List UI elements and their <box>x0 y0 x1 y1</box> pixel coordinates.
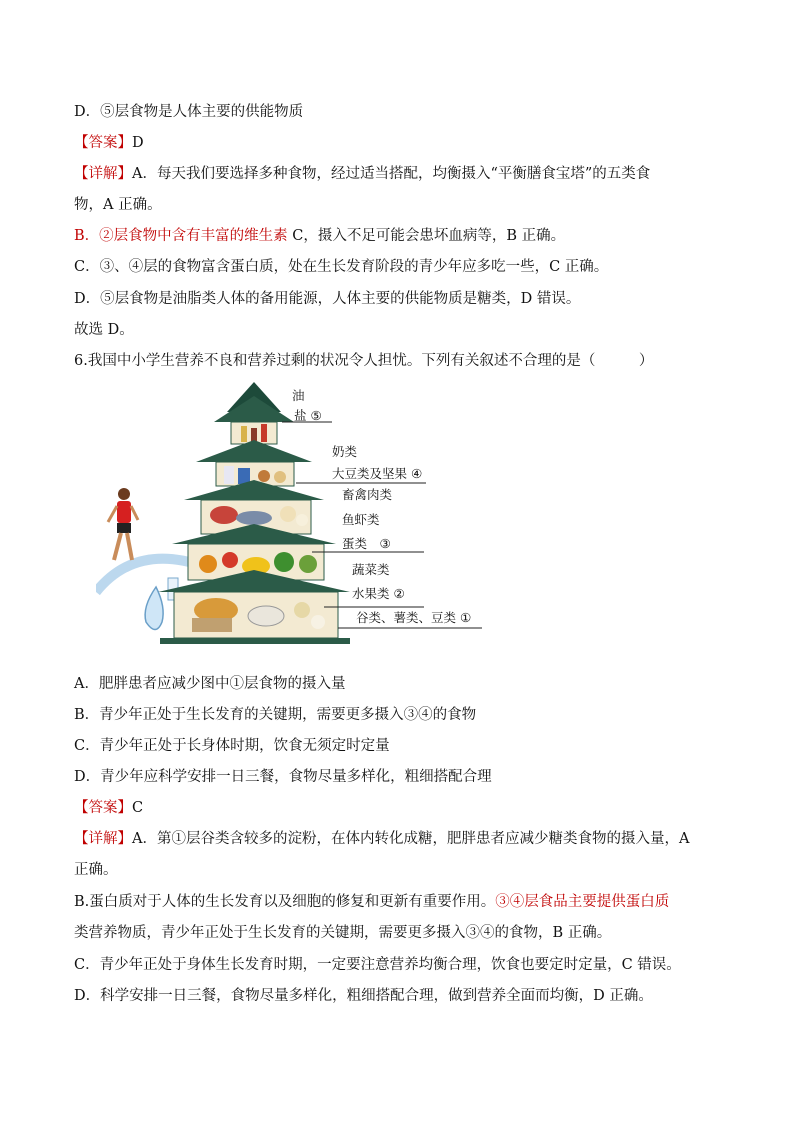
detail-b-red: ③④层食品主要提供蛋白质 <box>495 894 670 910</box>
q6-detail-b-2: 类营养物质，青少年正处于生长发育的关键期，需要更多摄入③④的食物，B 正确。 <box>74 925 612 941</box>
q6-answer <box>74 798 143 818</box>
detail-b-black: B.蛋白质对于人体的生长发育以及细胞的修复和更新有重要作用。 <box>74 894 496 910</box>
label-meat: 畜禽肉类 <box>342 487 393 502</box>
detail-tag: 【详解】 <box>74 831 132 847</box>
label-vegetables: 蔬菜类 <box>352 562 390 577</box>
answer-tag: 【答案】 <box>74 800 132 816</box>
detail-text: A．第①层谷类含较多的淀粉，在体内转化成糖，肥胖患者应减少糖类食物的摄入量，A <box>132 831 690 847</box>
q6-detail-a-1 <box>74 829 689 849</box>
answer-value: C <box>132 800 144 816</box>
answer-value: D <box>132 135 144 151</box>
pyramid-tier-4 <box>196 440 312 486</box>
label-fruit: 水果类 ② <box>352 586 405 601</box>
q6-option-c: C．青少年正处于长身体时期，饮食无须定时定量 <box>74 738 390 754</box>
prev-answer <box>74 133 144 153</box>
detail-b-red: B．②层食物中含有丰富的维生素 <box>74 228 288 244</box>
prev-detail-b <box>74 226 565 246</box>
label-grains: 谷类、薯类、豆类 ① <box>356 610 472 625</box>
detail-b-rest: C，摄入不足可能会患坏血病等，B 正确。 <box>287 228 566 244</box>
q6-detail-d: D．科学安排一日三餐，食物尽量多样化，粗细搭配合理，做到营养全面而均衡，D 正确。 <box>74 988 653 1004</box>
food-pyramid-diagram <box>96 382 496 652</box>
q6-option-b: B．青少年正处于生长发育的关键期，需要更多摄入③④的食物 <box>74 707 477 723</box>
pyramid-tier-5 <box>214 382 294 444</box>
prev-detail-a-2: 物，A 正确。 <box>74 197 162 213</box>
answer-tag: 【答案】 <box>74 135 132 151</box>
water-drop-mascot <box>145 578 178 630</box>
prev-option-d: D．⑤层食物是人体主要的供能物质 <box>74 104 304 120</box>
prev-detail-c: C．③、④层的食物富含蛋白质，处在生长发育阶段的青少年应多吃一些，C 正确。 <box>74 259 609 275</box>
prev-detail-d: D．⑤层食物是油脂类人体的备用能源，人体主要的供能物质是糖类，D 错误。 <box>74 291 581 307</box>
q6-stem: 6.我国中小学生营养不良和营养过剩的状况令人担忧。下列有关叙述不合理的是（ ） <box>74 353 654 369</box>
q6-detail-c: C．青少年正处于身体生长发育时期，一定要注意营养均衡合理，饮食也要定时定量，C 错误。 <box>74 957 681 973</box>
runner-figure <box>108 488 138 560</box>
prev-conclusion: 故选 D。 <box>74 322 134 338</box>
detail-tag: 【详解】 <box>74 166 132 182</box>
label-salt: 盐 ⑤ <box>294 408 322 423</box>
q6-option-d: D．青少年应科学安排一日三餐，食物尽量多样化，粗细搭配合理 <box>74 769 492 785</box>
label-egg: 蛋类 ③ <box>342 536 391 551</box>
label-dairy: 奶类 <box>332 444 358 459</box>
label-soy-nuts: 大豆类及坚果 ④ <box>332 466 423 481</box>
label-oil: 油 <box>292 388 305 403</box>
q6-option-a: A．肥胖患者应减少图中①层食物的摄入量 <box>74 676 346 692</box>
prev-detail-a-1 <box>74 164 650 184</box>
q6-detail-a-2: 正确。 <box>74 862 118 878</box>
pyramid-tier-1 <box>158 570 350 644</box>
detail-text: A．每天我们要选择多种食物，经过适当搭配，均衡摄入“平衡膳食宝塔”的五类食 <box>132 166 651 182</box>
label-fish: 鱼虾类 <box>342 512 380 527</box>
q6-detail-b-1 <box>74 892 669 912</box>
